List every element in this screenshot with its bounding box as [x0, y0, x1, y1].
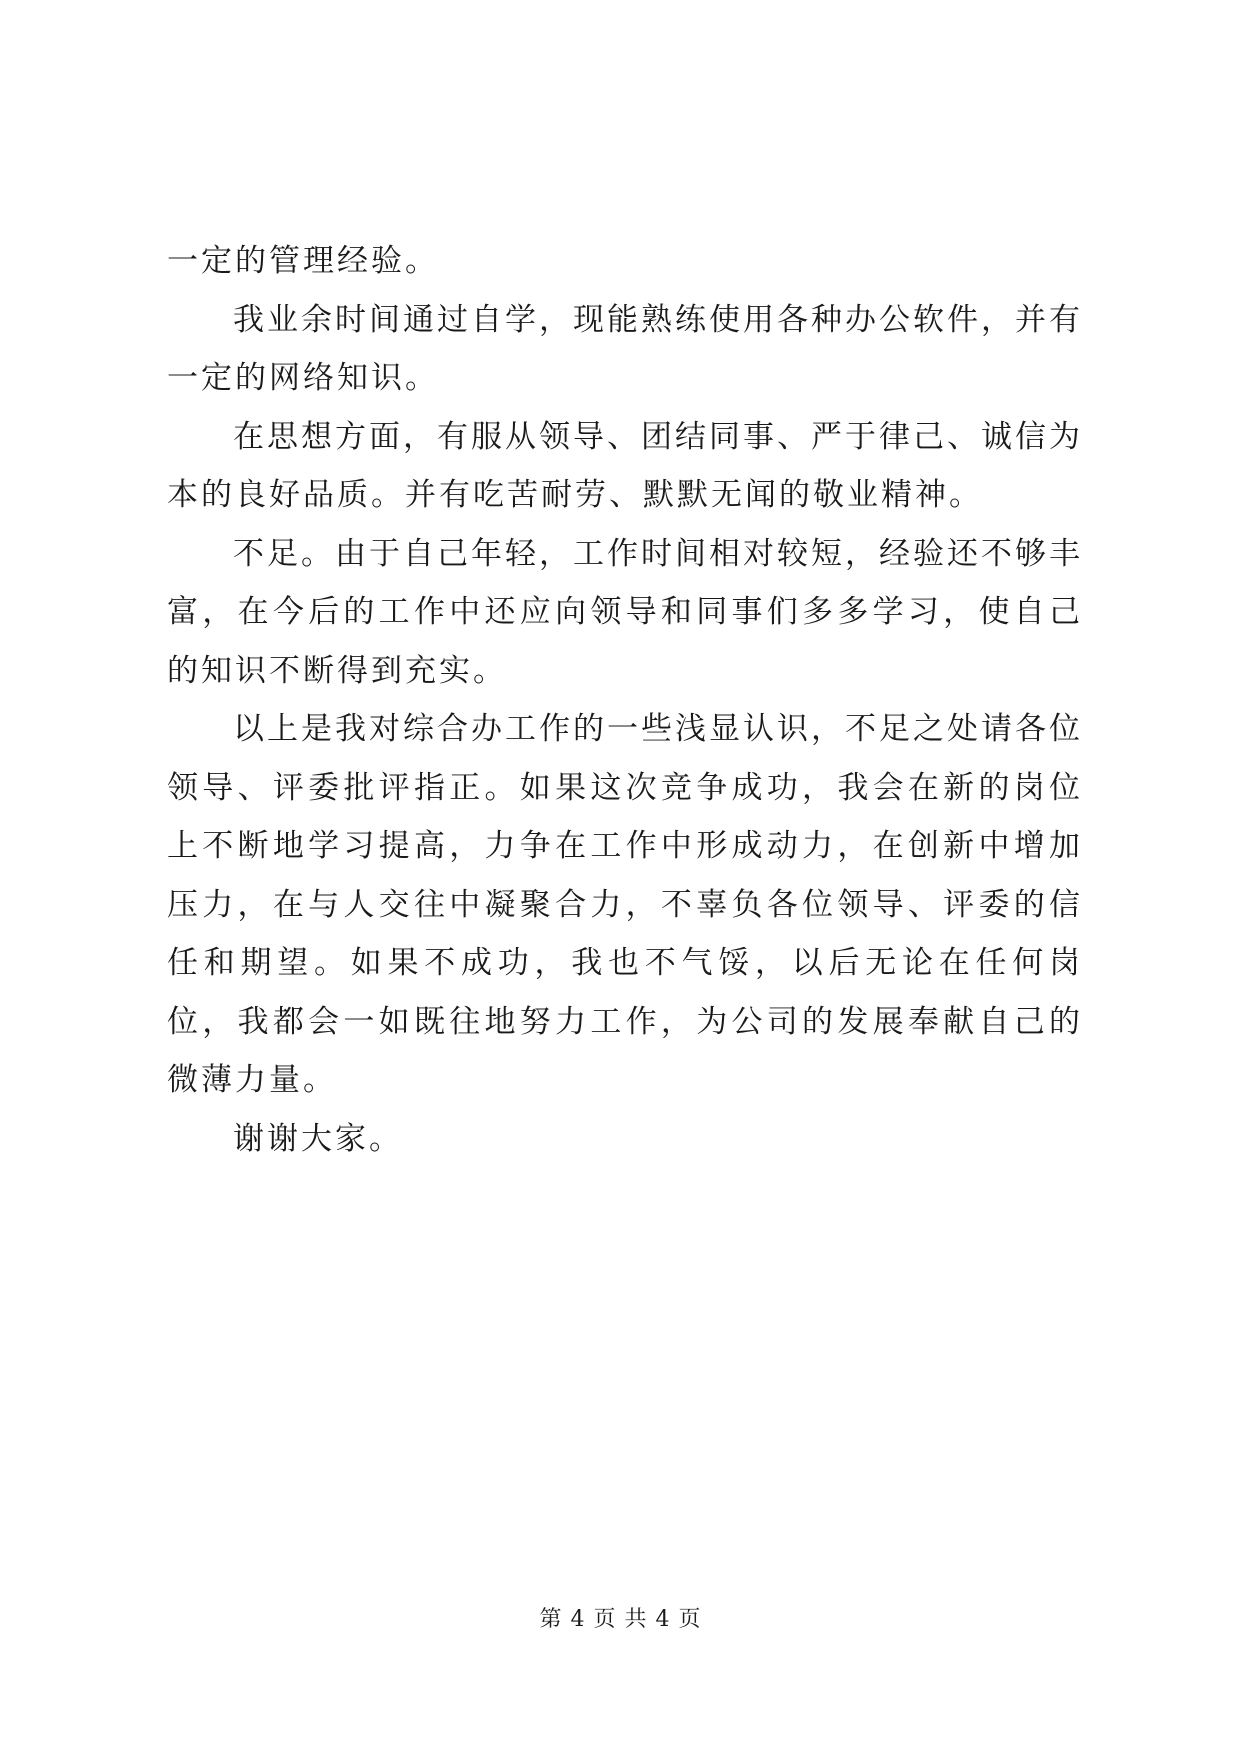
paragraph-conclusion: 以上是我对综合办工作的一些浅显认识，不足之处请各位领导、评委批评指正。如果这次竞争成功，我会在新的岗位上不断地学习提高，力争在工作中形成动力，在创新中增加压力，在与人交往中凝聚合力，不辜负各位领导、评委的信任和期望。如果不成功，我也不气馁，以后无论在任何岗位，我都会一如既往地努力工作，为公司的发展奉献自己的微薄力量。: [167, 711, 1083, 1098]
document-body: [167, 232, 1083, 1168]
paragraph-office-skills: 我业余时间通过自学，现能熟练使用各种办公软件，并有一定的网络知识。: [167, 301, 1083, 396]
paragraph-ideology: 在思想方面，有服从领导、团结同事、严于律己、诚信为本的良好品质。并有吃苦耐劳、默默无闻的敬业精神。: [167, 418, 1083, 513]
paragraph-thanks: 谢谢大家。: [233, 1120, 403, 1157]
paragraph-shortcomings: 不足。由于自己年轻，工作时间相对较短，经验还不够丰富，在今后的工作中还应向领导和同事们多多学习，使自己的知识不断得到充实。: [167, 535, 1083, 689]
paragraph-continuation: 一定的管理经验。: [167, 243, 439, 279]
page-footer: 第 4 页 共 4 页: [539, 1607, 702, 1632]
